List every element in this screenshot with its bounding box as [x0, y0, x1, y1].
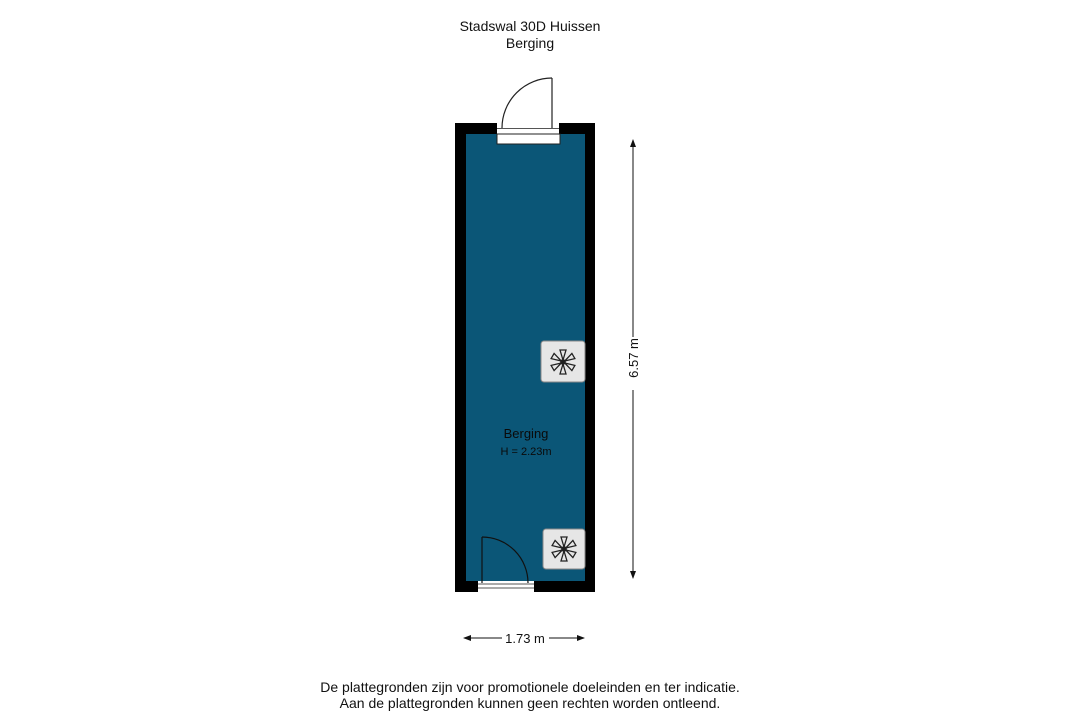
floor-title: Berging [505, 35, 555, 51]
room-height: H = 2.23m [500, 446, 552, 458]
disclaimer-line-1: De plattegronden zijn voor promotionele doeleinden en ter indicatie. [320, 679, 740, 695]
ventilation-unit-upper [541, 341, 585, 382]
width-dimension [464, 631, 584, 646]
address-title: Stadswal 30D Huissen [459, 18, 601, 34]
length-label: 6.57 m [626, 338, 641, 378]
ventilation-unit-lower [543, 529, 585, 569]
disclaimer [0, 679, 1060, 711]
disclaimer-line-2: Aan de plattegronden kunnen geen rechten worden ontleend. [339, 695, 721, 711]
width-label: 1.73 m [505, 631, 545, 646]
length-dimension [626, 140, 641, 578]
top-door [497, 78, 560, 144]
room-name: Berging [503, 426, 549, 441]
